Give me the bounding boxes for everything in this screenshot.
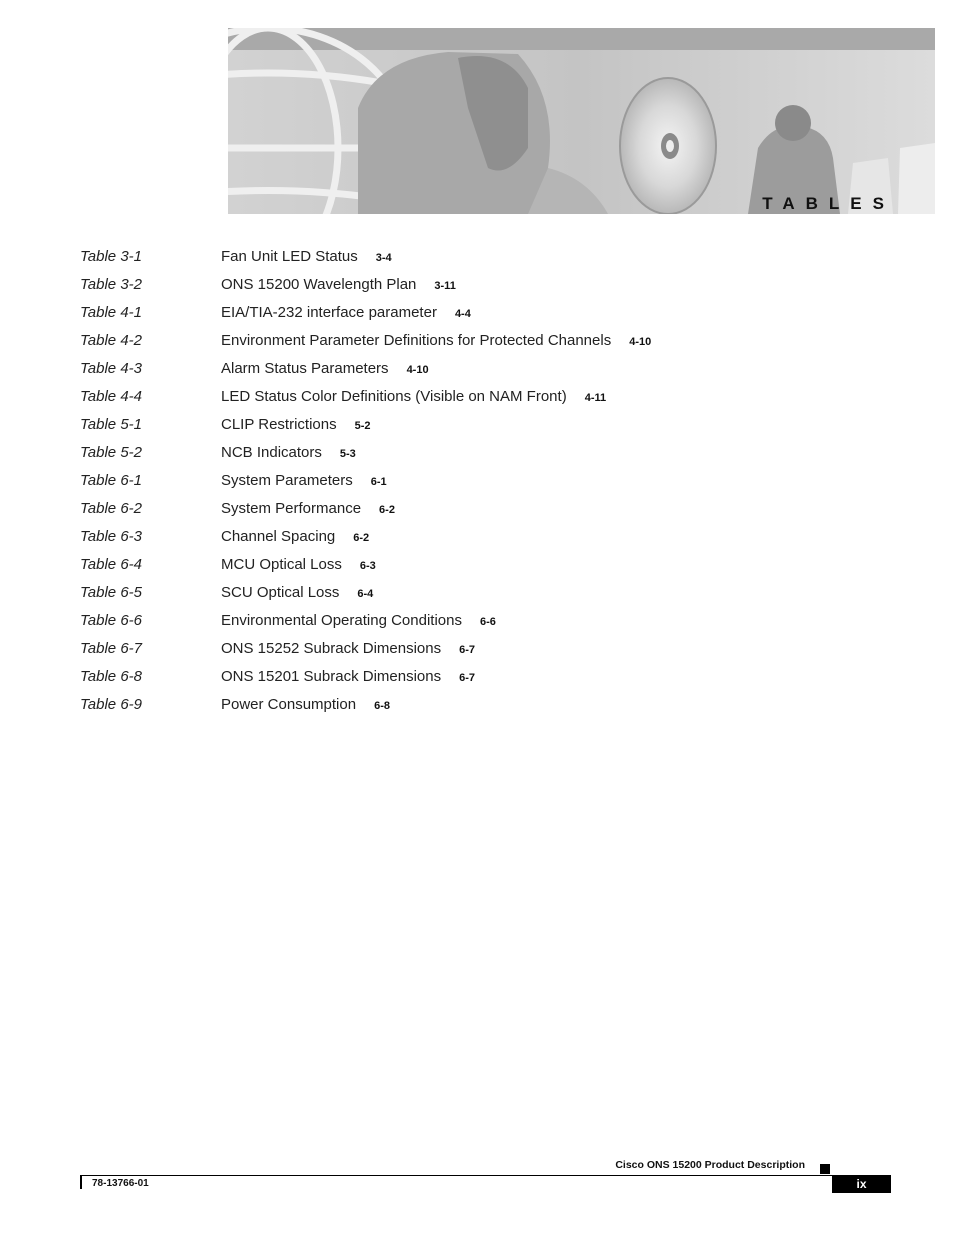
- footer-tick-mark: [80, 1175, 82, 1189]
- page-number-link[interactable]: 4-4: [454, 308, 471, 320]
- table-title-link[interactable]: System Parameters: [221, 472, 353, 489]
- table-number: Table 5-2: [80, 444, 142, 461]
- page-number-link[interactable]: 6-3: [359, 560, 376, 572]
- page-number-link[interactable]: 6-6: [479, 616, 496, 628]
- page-number-link[interactable]: 3-11: [434, 280, 456, 292]
- table-number: Table 6-2: [80, 500, 142, 517]
- list-item[interactable]: [80, 668, 880, 696]
- table-number: Table 6-4: [80, 556, 142, 573]
- page-number-link[interactable]: 6-8: [374, 700, 390, 712]
- table-title-link[interactable]: EIA/TIA-232 interface parameter: [221, 304, 437, 321]
- list-item[interactable]: [80, 556, 880, 584]
- table-number: Table 4-3: [80, 360, 142, 377]
- list-item[interactable]: [80, 696, 880, 724]
- footer-marker: [820, 1164, 830, 1174]
- page-number-link[interactable]: 6-1: [370, 476, 387, 488]
- list-item[interactable]: [80, 472, 880, 500]
- table-title-link[interactable]: SCU Optical Loss: [221, 584, 340, 601]
- list-item[interactable]: [80, 304, 880, 332]
- page-number-link[interactable]: 6-7: [459, 672, 476, 684]
- list-item[interactable]: [80, 416, 880, 444]
- list-item[interactable]: [80, 360, 880, 388]
- table-number: Table 6-1: [80, 472, 142, 489]
- table-number: Table 5-1: [80, 416, 142, 433]
- table-title-link[interactable]: NCB Indicators: [221, 444, 322, 461]
- table-title-link[interactable]: ONS 15201 Subrack Dimensions: [221, 668, 442, 685]
- footer-divider: [80, 1175, 891, 1176]
- list-item[interactable]: [80, 612, 880, 640]
- page-number-link[interactable]: 5-3: [339, 448, 356, 460]
- table-title-link[interactable]: Environmental Operating Conditions: [221, 612, 462, 629]
- footer-part-number: 78-13766-01: [92, 1178, 149, 1189]
- list-item[interactable]: [80, 528, 880, 556]
- table-title-link[interactable]: Alarm Status Parameters: [221, 360, 389, 377]
- page-number-link[interactable]: 4-10: [406, 364, 429, 376]
- page-number-link[interactable]: 4-10: [629, 336, 652, 348]
- table-number: Table 6-6: [80, 612, 142, 629]
- table-of-tables: [80, 248, 880, 724]
- table-title-link[interactable]: LED Status Color Definitions (Visible on NAM Front): [221, 388, 567, 405]
- footer-document-title: Cisco ONS 15200 Product Description: [615, 1159, 805, 1171]
- page-number-link[interactable]: 6-2: [353, 532, 370, 544]
- banner-artwork: [228, 28, 935, 214]
- table-number: Table 6-8: [80, 668, 142, 685]
- table-title-link[interactable]: System Performance: [221, 500, 362, 517]
- page-number-link[interactable]: 4-11: [584, 392, 607, 404]
- table-title-link[interactable]: ONS 15200 Wavelength Plan: [221, 276, 417, 293]
- footer-page-number: ix: [832, 1175, 891, 1193]
- table-number: Table 6-5: [80, 584, 142, 601]
- table-number: Table 3-1: [80, 248, 142, 265]
- page-number-link[interactable]: 6-4: [357, 588, 374, 600]
- table-title-link[interactable]: Power Consumption: [221, 696, 357, 713]
- table-title-link[interactable]: Channel Spacing: [221, 528, 336, 545]
- page-number-link[interactable]: 5-2: [354, 420, 371, 432]
- table-number: Table 4-2: [80, 332, 142, 349]
- table-number: Table 6-3: [80, 528, 142, 545]
- list-item[interactable]: [80, 444, 880, 472]
- table-title-link[interactable]: ONS 15252 Subrack Dimensions: [221, 640, 442, 657]
- header-banner: [228, 28, 935, 214]
- table-number: Table 4-1: [80, 304, 142, 321]
- page-number-link[interactable]: 6-7: [459, 644, 476, 656]
- page-title: TABLES: [762, 194, 895, 213]
- table-number: Table 4-4: [80, 388, 142, 405]
- list-item[interactable]: [80, 276, 880, 304]
- list-item[interactable]: [80, 248, 880, 276]
- table-number: Table 6-9: [80, 696, 142, 713]
- table-number: Table 3-2: [80, 276, 142, 293]
- table-number: Table 6-7: [80, 640, 142, 657]
- page-number-link[interactable]: 6-2: [379, 504, 395, 516]
- table-title-link[interactable]: MCU Optical Loss: [221, 556, 342, 573]
- table-title-link[interactable]: Fan Unit LED Status: [221, 248, 358, 265]
- table-title-link[interactable]: Environment Parameter Definitions for Protected Channels: [221, 332, 612, 349]
- list-item[interactable]: [80, 584, 880, 612]
- list-item[interactable]: [80, 332, 880, 360]
- list-item[interactable]: [80, 640, 880, 668]
- list-item[interactable]: [80, 388, 880, 416]
- page-number-link[interactable]: 3-4: [375, 252, 392, 264]
- list-item[interactable]: [80, 500, 880, 528]
- table-title-link[interactable]: CLIP Restrictions: [221, 416, 337, 433]
